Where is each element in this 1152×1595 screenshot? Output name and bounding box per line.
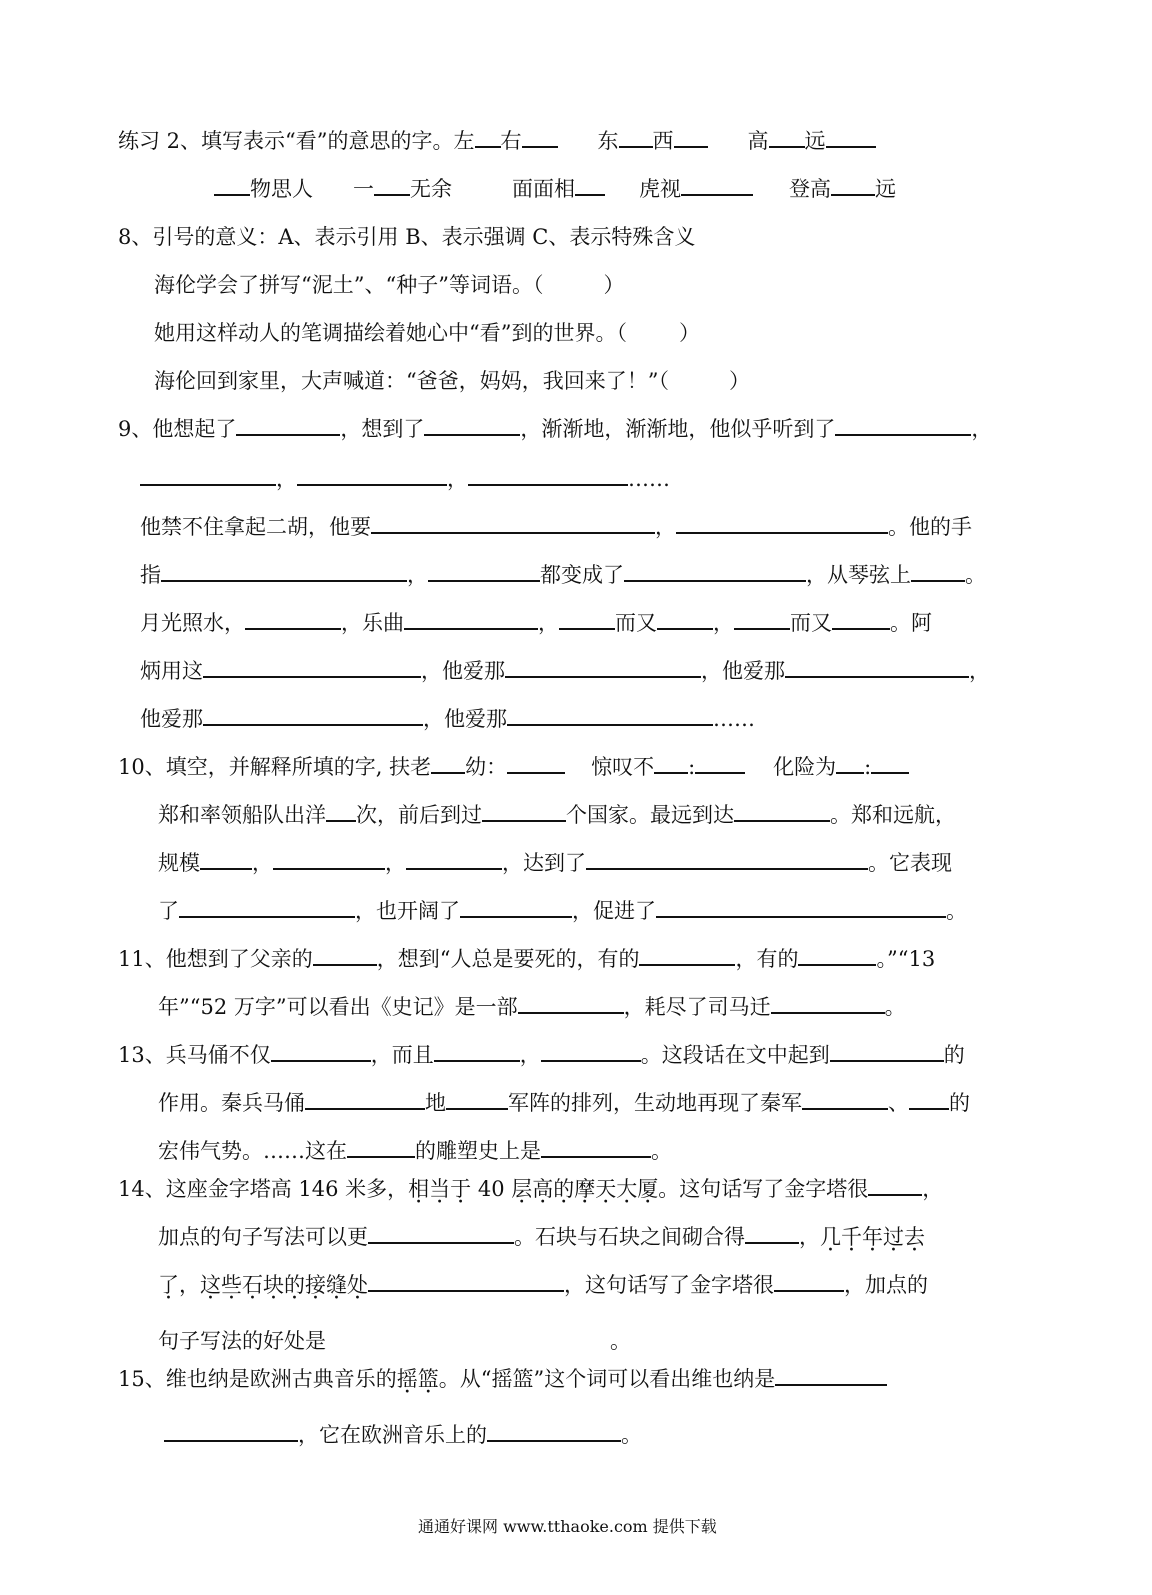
dotted-sentence: [408, 1177, 658, 1201]
dotted-char: ，: [179, 1273, 200, 1297]
blank[interactable]: [487, 1422, 621, 1442]
dotted-char: 了: [158, 1273, 179, 1297]
blank[interactable]: [522, 128, 558, 148]
dotted-char: 接: [305, 1273, 326, 1297]
blank[interactable]: [871, 754, 909, 774]
blank[interactable]: [734, 610, 790, 630]
q10-line-2: 郑和率领船队出洋 次，前后到过 个国家。最远到达 。郑和远航，: [158, 803, 956, 827]
blank[interactable]: [826, 128, 876, 148]
q14-line-1: 14、这座金字塔高 146 米多，相当于 40 层高的摩天大厦。这句话写了金字塔很 ，: [118, 1177, 944, 1201]
blank[interactable]: [909, 1090, 949, 1110]
blank[interactable]: [313, 946, 377, 966]
dotted-char: 石: [242, 1273, 263, 1297]
blank[interactable]: [769, 128, 805, 148]
blank[interactable]: [368, 1224, 514, 1244]
blank[interactable]: [428, 562, 540, 582]
dotted-char: 0: [491, 1177, 505, 1201]
blank[interactable]: [771, 994, 885, 1014]
q13-line-3: 宏伟气势。……这在 的雕塑史上是 。: [158, 1139, 672, 1163]
dotted-char: 过: [883, 1225, 904, 1249]
dotted-char: 几: [820, 1225, 841, 1249]
blank[interactable]: [245, 610, 341, 630]
blank[interactable]: [424, 416, 520, 436]
blank[interactable]: [745, 1224, 799, 1244]
dotted-char: 摇: [396, 1367, 418, 1391]
q13-line-1: 13、兵马俑不仅 ，而且 ， 。这段话在文中起到 的: [118, 1043, 965, 1067]
blank[interactable]: [774, 1272, 844, 1292]
blank[interactable]: [798, 946, 876, 966]
dotted-char: 篮: [417, 1367, 439, 1391]
dotted-char: 4: [477, 1177, 492, 1201]
blank[interactable]: [507, 706, 713, 726]
blank[interactable]: [586, 850, 868, 870]
blank[interactable]: [868, 1176, 922, 1196]
q9-line-2: ， ， ……: [140, 466, 670, 492]
dotted-char: 块: [263, 1273, 284, 1297]
q8-title: 8、引号的意义：A、表示引用 B、表示强调 C、表示特殊含义: [118, 225, 696, 249]
blank[interactable]: [446, 1090, 508, 1110]
dotted-char: 层: [511, 1177, 533, 1201]
dotted-char: 相: [408, 1177, 430, 1201]
q10-line-1: 10、填空，并解释所填的字, 扶老 幼： 惊叹不 : 化险为 :: [118, 754, 909, 780]
dotted-char: 摩: [574, 1177, 596, 1201]
blank[interactable]: [200, 850, 252, 870]
blank[interactable]: [406, 850, 502, 870]
q13-line-2: 作用。秦兵马俑 地 军阵的排列，生动地再现了秦军 、 的: [158, 1091, 970, 1115]
dotted-char: 的: [553, 1177, 575, 1201]
dotted-char: [471, 1177, 478, 1201]
blank[interactable]: [371, 514, 655, 534]
blank[interactable]: [271, 1042, 371, 1062]
blank[interactable]: [657, 610, 713, 630]
q9-line-6: 炳用这 ，他爱那 ，他爱那 ，: [140, 659, 990, 683]
blank[interactable]: [830, 1042, 944, 1062]
blank[interactable]: [507, 754, 565, 774]
blank[interactable]: [836, 754, 864, 774]
blank[interactable]: [140, 466, 276, 486]
blank[interactable]: [775, 1366, 887, 1386]
q14-line-2: 加点的句子写法可以更 。石块与石块之间砌合得 ，几千年过去: [158, 1225, 925, 1249]
blank[interactable]: [468, 466, 628, 486]
dotted-sentence: [158, 1273, 368, 1297]
exercise-2-line-1: 练习 2、填写表示“看”的意思的字。左 右 东 西 高 远: [118, 128, 876, 154]
dotted-sentence: [820, 1225, 925, 1249]
blank[interactable]: [541, 1138, 651, 1158]
q14-line-4: 句子写法的好处是 。: [158, 1329, 631, 1353]
q11-line-1: 11、他想到了父亲的 ，想到“人总是要死的，有的 ，有的 。”“13: [118, 947, 936, 971]
blank[interactable]: [164, 1422, 298, 1442]
dotted-char: 大: [616, 1177, 638, 1201]
footer-credit: 通通好课网 www.tthaoke.com 提供下载: [418, 1517, 717, 1536]
dotted-char: 些: [221, 1273, 242, 1297]
blank[interactable]: [203, 658, 421, 678]
blank[interactable]: [802, 1090, 888, 1110]
dotted-char: 缝: [326, 1273, 347, 1297]
dotted-char: 去: [904, 1225, 925, 1249]
dotted-char: 天: [595, 1177, 617, 1201]
q8-sentence-1: 海伦学会了拼写“泥土”、“种子”等词语。（ ）: [154, 273, 625, 297]
q10-line-3: 规模 ， ， ，达到了 。它表现: [158, 851, 952, 875]
blank[interactable]: [518, 994, 624, 1014]
blank[interactable]: [911, 562, 965, 582]
blank[interactable]: [347, 1138, 415, 1158]
q14-line-3: 了，这些石块的接缝处 ，这句话写了金字塔很 ，加点的: [158, 1273, 928, 1297]
blank[interactable]: [681, 176, 753, 196]
blank[interactable]: [832, 610, 890, 630]
dotted-char: [505, 1177, 512, 1201]
dotted-char: 高: [532, 1177, 554, 1201]
blank[interactable]: [835, 416, 971, 436]
q11-line-2: 年”“52 万字”可以看出《史记》是一部 ，耗尽了司马迁 。: [158, 995, 906, 1019]
blank[interactable]: [639, 946, 735, 966]
blank[interactable]: [676, 514, 888, 534]
blank[interactable]: [559, 610, 615, 630]
blank[interactable]: [236, 416, 340, 436]
blank[interactable]: [654, 754, 688, 774]
dotted-word: [397, 1367, 439, 1391]
dotted-char: 当: [429, 1177, 451, 1201]
q15-line-1: 15、维也纳是欧洲古典音乐的摇篮。从“摇篮”这个词可以看出维也纳是: [118, 1366, 887, 1392]
q9-line-1: 9、他想起了 ，想到了 ，渐渐地，渐渐地，他似乎听到了 ，: [118, 417, 993, 441]
blank[interactable]: [734, 802, 830, 822]
blank[interactable]: [482, 802, 566, 822]
blank[interactable]: [434, 1042, 520, 1062]
blank[interactable]: [374, 176, 410, 196]
dotted-char: 厦: [637, 1177, 659, 1201]
q15-line-2: ，它在欧洲音乐上的 。: [164, 1422, 642, 1448]
blank[interactable]: [305, 1090, 425, 1110]
blank[interactable]: [404, 610, 538, 630]
q9-line-3: 他禁不住拿起二胡，他要 ， 。他的手: [140, 515, 972, 539]
blank[interactable]: [619, 128, 653, 148]
dotted-char: 于: [450, 1177, 472, 1201]
blank[interactable]: [785, 658, 969, 678]
q8-sentence-2: 她用这样动人的笔调描绘着她心中“看”到的世界。（ ）: [154, 321, 700, 345]
blank[interactable]: [505, 658, 701, 678]
q10-line-4: 了 ，也开阔了 ，促进了 。: [158, 899, 967, 923]
blank[interactable]: [460, 898, 572, 918]
blank[interactable]: [541, 1042, 641, 1062]
blank[interactable]: [214, 176, 250, 196]
blank[interactable]: [203, 706, 423, 726]
q9-line-7: 他爱那 ，他爱那 ……: [140, 707, 755, 731]
blank[interactable]: [431, 754, 465, 774]
q9-line-5: 月光照水， ，乐曲 ， 而又 ， 而又 。阿: [140, 611, 932, 635]
blank[interactable]: [575, 176, 605, 196]
dotted-char: 的: [284, 1273, 305, 1297]
blank[interactable]: [695, 754, 745, 774]
dotted-char: 这: [200, 1273, 221, 1297]
dotted-char: 处: [347, 1273, 368, 1297]
blank[interactable]: [475, 128, 501, 148]
blank[interactable]: [179, 898, 355, 918]
blank[interactable]: [161, 562, 407, 582]
blank[interactable]: [297, 466, 447, 486]
dotted-char: 千: [841, 1225, 862, 1249]
exercise-2-line-2: 物思人 一 无余 面面相 虎视 登高 远: [214, 176, 896, 202]
blank[interactable]: [656, 898, 946, 918]
blank[interactable]: [368, 1272, 564, 1292]
blank[interactable]: [674, 128, 708, 148]
q9-line-4: 指 ， 都变成了 ，从琴弦上 。: [140, 563, 986, 587]
blank[interactable]: [831, 176, 875, 196]
blank[interactable]: [326, 802, 356, 822]
q8-sentence-3: 海伦回到家里，大声喊道：“爸爸，妈妈，我回来了！”（ ）: [154, 369, 750, 393]
blank[interactable]: [624, 562, 806, 582]
blank[interactable]: [273, 850, 385, 870]
dotted-char: 年: [862, 1225, 883, 1249]
